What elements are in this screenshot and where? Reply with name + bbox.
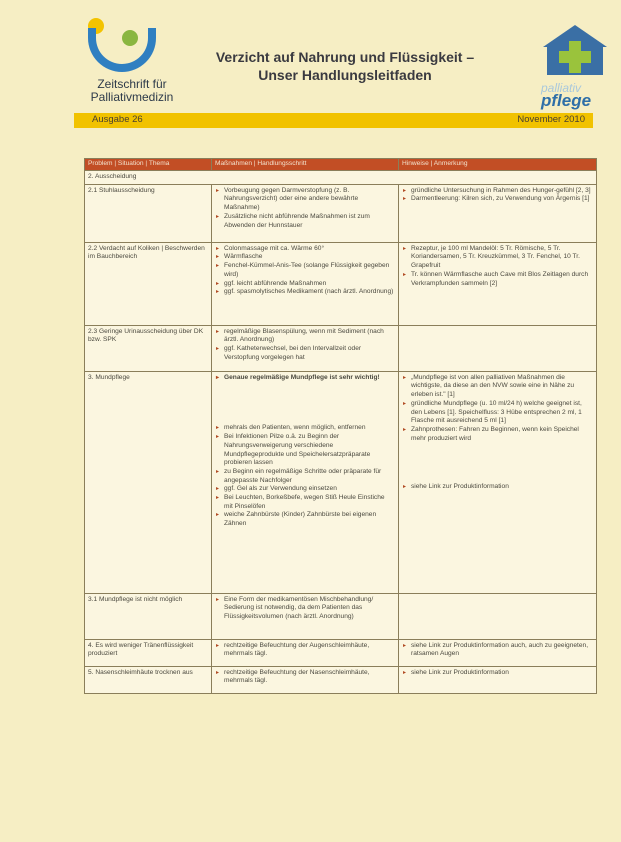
header-measures: Maßnahmen | Handlungsschritt <box>212 159 399 171</box>
list-item: ▸ regelmäßige Blasenspülung, wenn mit Sediment (nach ärztl. Anordnung) <box>224 328 395 345</box>
title-line-2: Unser Handlungsleitfaden <box>258 67 432 83</box>
list-item: ▸ siehe Link zur Produktinformation auch, auch zu geeigneten, ratsamen Augen <box>411 642 593 659</box>
list-item: ▸ Rezeptur, je 100 ml Mandelöl: 5 Tr. Römische, 5 Tr. Koriandersamen, 5 Tr. Kreuzkümmel, 3 Tr. Fenchel, 10 Tr. Grapefruit <box>411 245 593 271</box>
list-item: ▸ „Mundpflege ist von allen palliativen Maßnahmen die wichtigste, da diese an den NVW sowie eine in Nähe zu erleben ist." [1] <box>411 374 593 400</box>
palliativmedizin-logo <box>70 8 180 108</box>
list-item: ▸ ggf. leicht abführende Maßnahmen <box>224 280 395 289</box>
list-item: ▸ zu Beginn ein regelmäßige Schritte oder präparate für angepasste Nachfolger <box>224 468 395 485</box>
care-guideline-table <box>84 158 597 694</box>
row-problem: 2.3 Geringe Urinausscheidung über DK bzw. SPK <box>85 325 212 371</box>
table-row <box>85 242 597 325</box>
list-item: ▸ rechtzeitige Befeuchtung der Nasenschleimhäute, mehrmals tägl. <box>224 669 395 686</box>
row-problem: 3.1 Mundpflege ist nicht möglich <box>85 593 212 639</box>
row-notes <box>399 639 597 666</box>
list-item: ▸ Colonmassage mit ca. Wärme 60° <box>224 245 395 254</box>
list-item: ▸ Darmentleerung: Kilren sich, zu Verwendung von Ärgernis [1] <box>411 195 593 204</box>
row-notes <box>399 593 597 639</box>
list-item: ▸ Fenchel-Kümmel-Anis-Tee (solange Flüssigkeit gegeben wird) <box>224 262 395 279</box>
row-problem: 5. Nasenschleimhäute trocknen aus <box>85 666 212 693</box>
table-row <box>85 371 597 593</box>
row-problem: 4. Es wird weniger Tränenflüssigkeit produziert <box>85 639 212 666</box>
list-item: ▸ gründliche Mundpflege (u. 10 ml/24 h) welche geeignet ist, den Lebens [1]. Speichelfluss: 3 Hübe entsprechen 2 ml, 1 Flasche mit ausreichend 5 ml [1] <box>411 400 593 426</box>
row-notes <box>399 184 597 242</box>
list-item: ▸ mehrals den Patienten, wenn möglich, entfernen <box>224 424 395 433</box>
table-row <box>85 184 597 242</box>
row-measures <box>212 666 399 693</box>
list-item: ▸ siehe Link zur Produktinformation <box>411 669 593 678</box>
row-measures <box>212 325 399 371</box>
title-line-1: Verzicht auf Nahrung und Flüssigkeit – <box>215 49 475 65</box>
row-notes <box>399 371 597 593</box>
logo-blue-arc <box>88 28 156 72</box>
list-item: ▸ Bei Leuchten, Borkeßbefe, wegen Stiß Heule Einstiche mit Pinselöfen <box>224 494 395 511</box>
list-item: ▸ Genaue regelmäßige Mundpflege ist sehr wichtig! <box>224 374 395 383</box>
table-row <box>85 639 597 666</box>
table-row <box>85 593 597 639</box>
row-problem: 3. Mundpflege <box>85 371 212 593</box>
list-item: ▸ ggf. Gel als zur Verwendung einsetzen <box>224 485 395 494</box>
row-measures <box>212 639 399 666</box>
row-measures <box>212 184 399 242</box>
page-title <box>195 48 495 84</box>
table-row <box>85 666 597 693</box>
palliativ-pflege-logo <box>535 25 615 115</box>
row-problem: 2.2 Verdacht auf Koliken | Beschwerden im Bauchbereich <box>85 242 212 325</box>
header-notes: Hinweise | Anmerkung <box>399 159 597 171</box>
list-item: ▸ ggf. spasmolytisches Medikament (nach ärztl. Anordnung) <box>224 288 395 297</box>
row-notes <box>399 666 597 693</box>
list-item: ▸ Zahnprothesen: Fahren zu Beginnen, wenn kein Speichel mehr produziert wird <box>411 426 593 443</box>
row-measures <box>212 242 399 325</box>
table-header-row <box>85 159 597 171</box>
list-item: ▸ Wärmflasche <box>224 253 395 262</box>
list-item: ▸ Zusätzliche nicht abführende Maßnahmen ist zum Abwenden der Hunnstauer <box>224 213 395 230</box>
section-title: 2. Ausscheidung <box>85 171 597 185</box>
list-item: ▸ rechtzeitige Befeuchtung der Augenschleimhäute, mehrmals tägl. <box>224 642 395 659</box>
list-item: ▸ ggf. Katheterwechsel, bei den Intervallzeit oder Verstopfung vorgelegen hat <box>224 345 395 362</box>
logo-left-text: Zeitschrift für Palliativmedizin <box>90 77 174 104</box>
row-notes <box>399 325 597 371</box>
row-measures <box>212 371 399 593</box>
list-item: ▸ siehe Link zur Produktinformation <box>411 483 593 492</box>
row-notes <box>399 242 597 325</box>
list-item: ▸ gründliche Untersuchung in Rahmen des Hunger-gefühl [2, 3] <box>411 187 593 196</box>
row-problem: 2.1 Stuhlausscheidung <box>85 184 212 242</box>
logo-cross-bar <box>559 51 591 63</box>
list-item: ▸ weiche Zahnbürste (Kinder) Zahnbürste bei eigenen Zähnen <box>224 511 395 528</box>
issue-date: November 2010 <box>517 114 585 125</box>
logo-right-small-text: palliativ <box>541 81 582 95</box>
issue-bar <box>74 113 593 128</box>
table-row <box>85 325 597 371</box>
header-problem: Problem | Situation | Thema <box>85 159 212 171</box>
list-item: ▸ Eine Form der medikamentösen Mischbehandlung/ Sedierung ist notwendig, da dem Patienten das Flüssigkeitsvolumen (nach ärztl. Anordnung) <box>224 596 395 622</box>
section-row <box>85 171 597 185</box>
list-item: ▸ Tr. können Wärmflasche auch Cave mit Blos Zeitlagen durch Verkrampfunden sammeln [2] <box>411 271 593 288</box>
list-item: ▸ Vorbeugung gegen Darmverstopfung (z. B. Nahrungsverzicht) oder eine andere bewährte Maßnahme) <box>224 187 395 213</box>
list-item: ▸ Bei Infektionen Pilze o.ä. zu Beginn der Nahrungsverweigerung verschiedene Mundpflegeprodukte und Speichelersatzpräparate probieren lassen <box>224 433 395 468</box>
row-measures <box>212 593 399 639</box>
issue-label: Ausgabe 26 <box>92 114 143 125</box>
logo-right-big-text: pflege <box>541 91 592 110</box>
